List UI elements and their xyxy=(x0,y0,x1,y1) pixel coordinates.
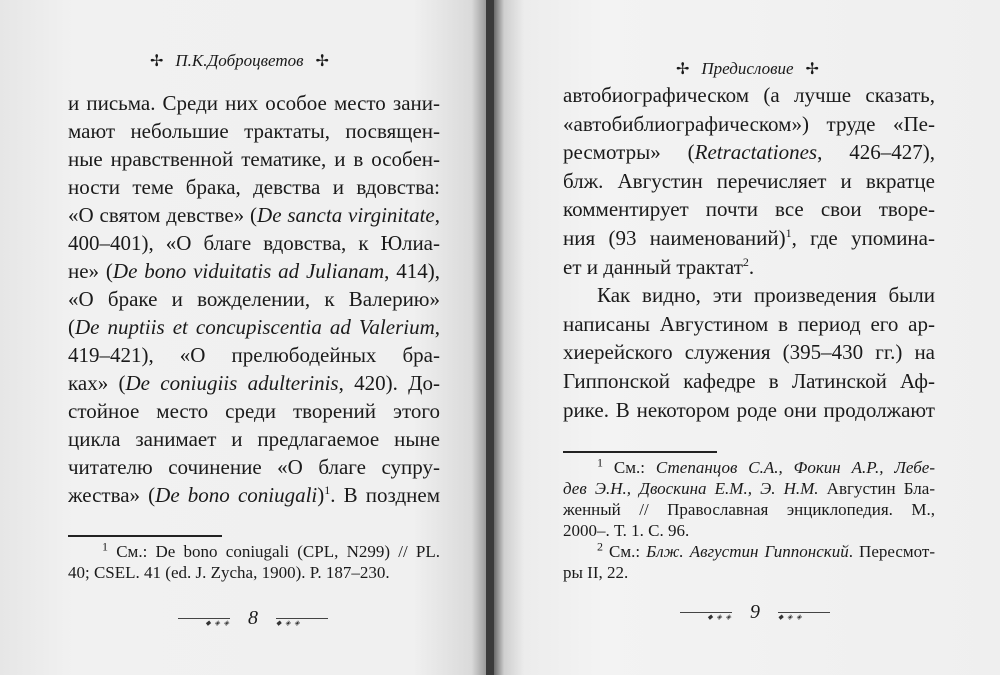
text-run: См.: xyxy=(603,542,647,561)
text-line xyxy=(68,285,440,313)
text-run: мают небольшие трактаты, посвящен- xyxy=(68,119,440,143)
text-run: ет и данный трактат xyxy=(563,254,743,279)
text-run: Гиппонской кафедре в Латинской Аф- xyxy=(563,368,935,393)
cross-ornament-icon: ✢ xyxy=(150,53,164,70)
footnote-line xyxy=(68,541,440,562)
text-run: блж. Августин перечисляет и вкратце xyxy=(563,168,935,193)
text-run: ках» ( xyxy=(68,371,126,395)
book-spine xyxy=(486,0,494,675)
text-run: цикла занимает и предлагаемое ныне xyxy=(68,427,440,451)
text-line xyxy=(68,145,440,173)
text-run: ) xyxy=(317,483,325,507)
ornament-icon xyxy=(276,614,328,622)
text-run: , xyxy=(434,315,440,339)
italic-text: De bono viduitatis ad Julianam xyxy=(112,259,385,283)
text-run: женный // Православная энциклопедия. М., xyxy=(563,500,935,519)
text-run: читателю сочинение «О благе супру- xyxy=(68,455,440,479)
text-run: , xyxy=(434,203,440,227)
footnote-line xyxy=(563,478,935,499)
text-run: автобиографическом (а лучше сказать, xyxy=(563,83,935,107)
footnote-rule xyxy=(68,535,222,537)
text-run: , где упомина- xyxy=(791,225,935,250)
text-line xyxy=(68,397,440,425)
text-run: 400–401), «О благе вдовства, к Юлиа- xyxy=(68,231,440,255)
footnote-line xyxy=(563,562,935,583)
text-line xyxy=(68,341,440,369)
text-run: Августин Бла- xyxy=(818,479,935,498)
footnote-rule xyxy=(563,451,717,453)
text-run: ( xyxy=(68,315,75,339)
text-line xyxy=(563,81,935,110)
footnote-line xyxy=(563,541,935,562)
text-run: См.: xyxy=(603,458,656,477)
text-run: «автобиблиографическом») труде «Пе- xyxy=(563,111,935,136)
text-line xyxy=(68,257,440,285)
text-run: «О браке и вожделении, к Валерию» xyxy=(68,287,440,311)
ornament-icon xyxy=(680,608,732,616)
text-line xyxy=(68,173,440,201)
text-run: ния (93 наименований) xyxy=(563,225,786,250)
body-text xyxy=(563,81,935,424)
ornament-icon xyxy=(178,614,230,622)
footnote-line xyxy=(563,499,935,520)
text-line xyxy=(563,396,935,425)
text-run: написаны Августином в период его ар- xyxy=(563,311,935,336)
italic-text: De coniugiis adulterinis xyxy=(125,371,339,395)
page-number: 8 xyxy=(248,607,258,629)
text-line xyxy=(68,453,440,481)
text-line xyxy=(563,281,935,310)
running-head xyxy=(664,58,831,81)
text-line xyxy=(68,481,440,509)
footnote-marker: 1 xyxy=(102,541,108,554)
text-run: ные нравственной тематике, и в особен- xyxy=(68,147,440,171)
text-line xyxy=(68,425,440,453)
text-run: хиерейского служения (395–430 гг.) на xyxy=(563,340,935,365)
italic-text: De bono coniugali xyxy=(155,483,318,507)
cross-ornament-icon: ✢ xyxy=(676,61,690,78)
text-line xyxy=(68,201,440,229)
text-line xyxy=(563,310,935,339)
text-run: комментирует почти все свои творе- xyxy=(563,197,935,222)
cross-ornament-icon: ✢ xyxy=(805,61,819,78)
page-folio xyxy=(680,600,830,624)
footnote-line xyxy=(563,457,935,478)
italic-text: Блж. Августин Гиппонский xyxy=(646,542,849,561)
text-line xyxy=(563,138,935,167)
text-run: 2000–. Т. 1. С. 96. xyxy=(563,521,690,540)
text-line xyxy=(563,338,935,367)
footnote-marker: 1 xyxy=(324,483,331,497)
running-head xyxy=(138,50,341,73)
text-line xyxy=(68,313,440,341)
text-line xyxy=(563,367,935,396)
text-line xyxy=(563,195,935,224)
footnote-marker: 1 xyxy=(785,225,792,240)
text-run: , 426–427), xyxy=(817,140,935,165)
text-run: рике. В некотором роде они продолжают xyxy=(563,397,935,422)
running-head-title: Предисловие xyxy=(701,59,794,78)
text-run: , 414), xyxy=(384,259,440,283)
page-number: 9 xyxy=(750,601,760,623)
text-line xyxy=(68,229,440,257)
text-line xyxy=(68,117,440,145)
left-page xyxy=(0,0,486,675)
text-line xyxy=(563,253,935,282)
text-run: . Пересмот- xyxy=(848,542,935,561)
text-line xyxy=(68,89,440,117)
italic-text: Retractationes xyxy=(694,140,818,165)
footnotes xyxy=(68,541,440,583)
text-run: «О святом девстве» ( xyxy=(68,203,258,227)
text-run: ности теме брака, девства и вдовства: xyxy=(68,175,440,199)
text-line xyxy=(563,167,935,196)
italic-text: Степанцов С.А., Фокин А.Р., Лебе- xyxy=(655,458,935,477)
body-text xyxy=(68,89,440,509)
text-run: Как видно, эти произведения были xyxy=(597,283,935,308)
page-folio xyxy=(178,606,328,630)
text-line xyxy=(563,110,935,139)
text-run: , 420). До- xyxy=(338,371,440,395)
italic-text: De sancta virginitate xyxy=(257,203,435,227)
text-run: См.: De bono coniugali (CPL, N299) // PL. xyxy=(108,542,440,561)
footnote-line xyxy=(563,520,935,541)
text-run: и письма. Среди них особое место зани- xyxy=(68,91,440,115)
footnote-marker: 1 xyxy=(597,457,603,470)
right-page xyxy=(494,0,1000,675)
text-run: жества» ( xyxy=(68,483,156,507)
italic-text: De nuptiis et concupiscentia ad Valerium xyxy=(75,315,435,339)
text-line xyxy=(68,369,440,397)
text-run: . xyxy=(748,254,755,279)
text-run: не» ( xyxy=(68,259,113,283)
running-head-title: П.К.Доброцветов xyxy=(175,51,304,70)
text-run: ресмотры» ( xyxy=(563,140,695,165)
text-line xyxy=(563,224,935,253)
text-run: . В позднем xyxy=(330,483,440,507)
footnotes xyxy=(563,457,935,583)
footnote-line xyxy=(68,562,440,583)
cross-ornament-icon: ✢ xyxy=(315,53,329,70)
text-run: 40; CSEL. 41 (ed. J. Zycha, 1900). P. 187–230. xyxy=(68,563,390,582)
text-run: стойное место среди творений этого xyxy=(68,399,440,423)
text-run: 419–421), «О прелюбодейных бра- xyxy=(68,343,440,367)
ornament-icon xyxy=(778,608,830,616)
italic-text: дев Э.Н., Двоскина Е.М., Э. Н.М. xyxy=(563,479,819,498)
footnote-marker: 2 xyxy=(742,254,749,269)
footnote-marker: 2 xyxy=(597,541,603,554)
text-run: ры II, 22. xyxy=(563,563,629,582)
